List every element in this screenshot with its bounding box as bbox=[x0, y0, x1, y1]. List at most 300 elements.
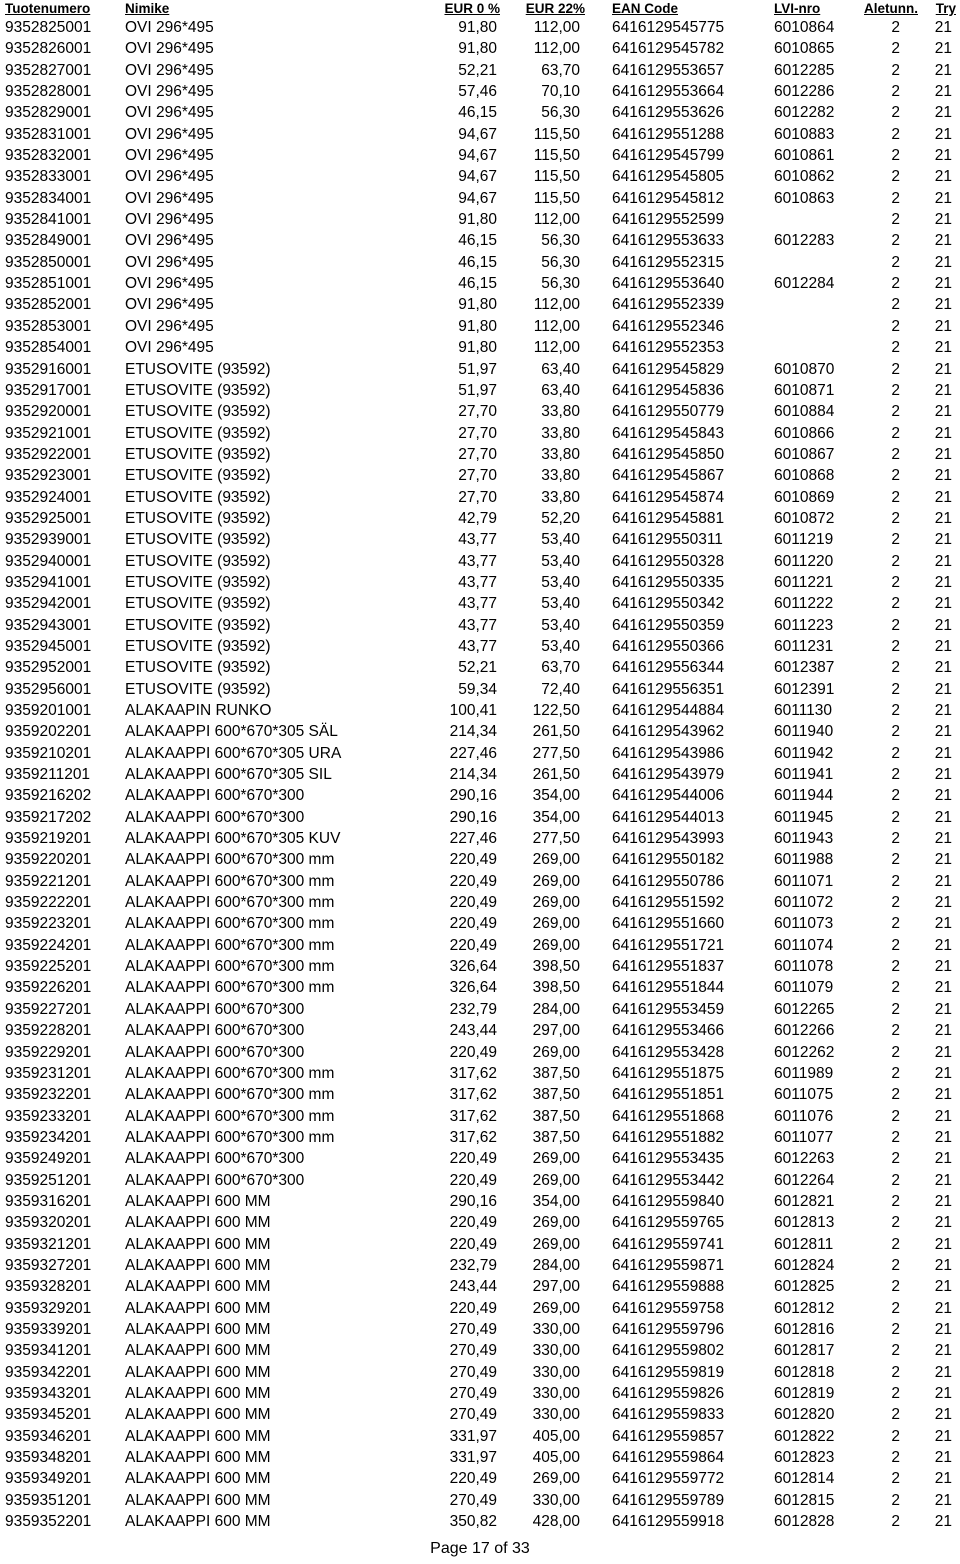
table-row bbox=[0, 529, 960, 550]
cell-eur-22: 122,50 bbox=[532, 702, 580, 719]
cell-nimike: ALAKAAPPI 600 MM bbox=[125, 1256, 271, 1274]
cell-eur-0: 94,67 bbox=[458, 147, 497, 165]
cell-aletunn: 2 bbox=[891, 1214, 900, 1232]
cell-tuotenumero: 9352831001 bbox=[5, 125, 92, 143]
cell-eur-0: 91,80 bbox=[458, 40, 497, 58]
cell-nimike: ETUSOVITE (93592) bbox=[125, 403, 271, 421]
table-row bbox=[0, 401, 960, 422]
cell-aletunn: 2 bbox=[891, 787, 900, 805]
cell-tuotenumero: 9359251201 bbox=[5, 1171, 92, 1189]
cell-eur-0: 214,34 bbox=[449, 766, 497, 784]
cell-eur-0: 317,62 bbox=[449, 1064, 497, 1082]
cell-nimike: ALAKAAPPI 600*670*300 mm bbox=[125, 936, 335, 954]
cell-tuotenumero: 9352939001 bbox=[5, 531, 92, 549]
cell-nimike: ALAKAAPPI 600 MM bbox=[125, 1491, 271, 1509]
cell-eur-22: 112,00 bbox=[533, 40, 580, 58]
cell-eur-0: 51,97 bbox=[458, 381, 497, 399]
cell-eur-22: 53,40 bbox=[541, 637, 580, 655]
cell-eur-0: 43,77 bbox=[458, 616, 497, 634]
cell-lvi-nro: 6012819 bbox=[774, 1385, 835, 1402]
cell-try: 21 bbox=[934, 1150, 952, 1168]
table-row bbox=[0, 1234, 960, 1255]
cell-eur-22: 63,40 bbox=[541, 360, 580, 378]
cell-try: 21 bbox=[934, 616, 952, 634]
cell-eur-0: 43,77 bbox=[458, 573, 497, 591]
cell-try: 21 bbox=[934, 104, 952, 122]
cell-ean-code: 6416129544006 bbox=[612, 787, 725, 805]
cell-lvi-nro: 6010868 bbox=[774, 467, 835, 485]
cell-lvi-nro: 6012811 bbox=[774, 1235, 834, 1253]
cell-try: 21 bbox=[934, 232, 952, 250]
cell-aletunn: 2 bbox=[891, 1000, 900, 1018]
cell-tuotenumero: 9352832001 bbox=[5, 147, 92, 165]
cell-aletunn: 2 bbox=[891, 488, 900, 506]
cell-lvi-nro: 6011231 bbox=[774, 637, 834, 655]
cell-eur-22: 387,50 bbox=[532, 1064, 580, 1082]
cell-ean-code: 6416129550335 bbox=[612, 573, 725, 591]
cell-eur-0: 232,79 bbox=[449, 1000, 497, 1018]
cell-eur-22: 428,00 bbox=[532, 1513, 580, 1531]
cell-nimike: OVI 296*495 bbox=[125, 339, 214, 357]
cell-tuotenumero: 9359224201 bbox=[5, 936, 92, 954]
cell-try: 21 bbox=[934, 1449, 952, 1467]
cell-try: 21 bbox=[934, 958, 952, 976]
cell-nimike: OVI 296*495 bbox=[125, 211, 214, 229]
cell-eur-22: 269,00 bbox=[532, 936, 580, 954]
cell-eur-22: 398,50 bbox=[532, 958, 580, 976]
cell-try: 21 bbox=[934, 915, 952, 933]
header-eur-22: EUR 22% bbox=[525, 1, 585, 16]
cell-aletunn: 2 bbox=[891, 637, 900, 655]
cell-eur-0: 214,34 bbox=[449, 723, 497, 741]
cell-try: 21 bbox=[934, 872, 952, 890]
cell-aletunn: 2 bbox=[891, 1385, 900, 1402]
cell-tuotenumero: 9359345201 bbox=[5, 1406, 92, 1424]
cell-nimike: ETUSOVITE (93592) bbox=[125, 680, 271, 698]
cell-eur-0: 326,64 bbox=[449, 958, 497, 976]
cell-nimike: ALAKAAPPI 600*670*300 bbox=[125, 1150, 305, 1168]
cell-ean-code: 6416129551288 bbox=[612, 125, 725, 143]
cell-nimike: ALAKAAPPI 600 MM bbox=[125, 1235, 271, 1253]
cell-aletunn: 2 bbox=[891, 1406, 900, 1424]
cell-tuotenumero: 9352825001 bbox=[5, 19, 92, 36]
cell-nimike: ETUSOVITE (93592) bbox=[125, 573, 271, 591]
cell-tuotenumero: 9359210201 bbox=[5, 744, 92, 762]
cell-eur-22: 115,50 bbox=[533, 125, 580, 143]
table-row bbox=[0, 593, 960, 614]
cell-eur-0: 331,97 bbox=[449, 1427, 497, 1445]
cell-tuotenumero: 9359232201 bbox=[5, 1086, 92, 1104]
cell-ean-code: 6416129545836 bbox=[612, 381, 725, 399]
cell-eur-22: 405,00 bbox=[532, 1449, 580, 1467]
cell-try: 21 bbox=[934, 275, 952, 293]
table-row bbox=[0, 1298, 960, 1319]
table-row bbox=[0, 572, 960, 593]
cell-aletunn: 2 bbox=[891, 168, 900, 186]
cell-ean-code: 6416129553428 bbox=[612, 1043, 725, 1061]
cell-aletunn: 2 bbox=[891, 958, 900, 976]
table-row bbox=[0, 679, 960, 700]
cell-lvi-nro: 6011073 bbox=[774, 915, 834, 933]
cell-try: 21 bbox=[934, 808, 952, 826]
cell-eur-0: 317,62 bbox=[449, 1086, 497, 1104]
table-row bbox=[0, 1191, 960, 1212]
cell-eur-22: 56,30 bbox=[541, 104, 580, 122]
cell-eur-22: 330,00 bbox=[532, 1491, 580, 1509]
table-row bbox=[0, 551, 960, 572]
cell-eur-22: 330,00 bbox=[532, 1406, 580, 1424]
cell-tuotenumero: 9359352201 bbox=[5, 1513, 92, 1531]
cell-try: 21 bbox=[934, 61, 952, 79]
cell-lvi-nro: 6012266 bbox=[774, 1022, 835, 1040]
cell-eur-22: 387,50 bbox=[532, 1128, 580, 1146]
cell-tuotenumero: 9359234201 bbox=[5, 1128, 92, 1146]
cell-tuotenumero: 9352849001 bbox=[5, 232, 92, 250]
table-row bbox=[0, 1490, 960, 1511]
cell-aletunn: 2 bbox=[891, 894, 900, 912]
table-row bbox=[0, 871, 960, 892]
cell-tuotenumero: 9359343201 bbox=[5, 1385, 92, 1402]
cell-nimike: OVI 296*495 bbox=[125, 104, 214, 122]
cell-tuotenumero: 9352828001 bbox=[5, 83, 92, 101]
cell-ean-code: 6416129559833 bbox=[612, 1406, 725, 1424]
cell-lvi-nro: 6011077 bbox=[774, 1128, 834, 1146]
cell-tuotenumero: 9352834001 bbox=[5, 189, 92, 207]
cell-nimike: ALAKAAPPI 600*670*300 bbox=[125, 808, 305, 826]
cell-tuotenumero: 9352945001 bbox=[5, 637, 92, 655]
table-row bbox=[0, 1340, 960, 1361]
cell-ean-code: 6416129545812 bbox=[612, 189, 725, 207]
cell-aletunn: 2 bbox=[891, 936, 900, 954]
cell-eur-22: 330,00 bbox=[532, 1320, 580, 1338]
cell-aletunn: 2 bbox=[891, 296, 900, 314]
cell-lvi-nro: 6012263 bbox=[774, 1150, 835, 1168]
cell-eur-0: 42,79 bbox=[458, 509, 497, 527]
cell-eur-22: 53,40 bbox=[541, 616, 580, 634]
cell-ean-code: 6416129559918 bbox=[612, 1513, 725, 1531]
cell-tuotenumero: 9359231201 bbox=[5, 1064, 92, 1082]
cell-eur-0: 232,79 bbox=[449, 1256, 497, 1274]
cell-tuotenumero: 9359211201 bbox=[5, 766, 91, 784]
cell-ean-code: 6416129552346 bbox=[612, 317, 725, 335]
cell-lvi-nro: 6011075 bbox=[774, 1086, 834, 1104]
cell-nimike: ETUSOVITE (93592) bbox=[125, 488, 271, 506]
cell-tuotenumero: 9359233201 bbox=[5, 1107, 92, 1125]
cell-ean-code: 6416129551721 bbox=[612, 936, 725, 954]
cell-tuotenumero: 9359216202 bbox=[5, 787, 92, 805]
cell-ean-code: 6416129544884 bbox=[612, 702, 725, 719]
cell-tuotenumero: 9359226201 bbox=[5, 979, 92, 997]
cell-tuotenumero: 9359348201 bbox=[5, 1449, 92, 1467]
cell-lvi-nro: 6011220 bbox=[774, 552, 834, 570]
cell-ean-code: 6416129545843 bbox=[612, 424, 725, 442]
cell-lvi-nro: 6010865 bbox=[774, 40, 835, 58]
table-row bbox=[0, 743, 960, 764]
cell-aletunn: 2 bbox=[891, 125, 900, 143]
cell-eur-22: 72,40 bbox=[541, 680, 580, 698]
cell-ean-code: 6416129553466 bbox=[612, 1022, 725, 1040]
cell-lvi-nro: 6011221 bbox=[774, 573, 834, 591]
header-eur-0: EUR 0 % bbox=[444, 1, 500, 16]
cell-eur-22: 330,00 bbox=[532, 1363, 580, 1381]
cell-try: 21 bbox=[934, 851, 952, 869]
cell-lvi-nro: 6012284 bbox=[774, 275, 835, 293]
cell-ean-code: 6416129559826 bbox=[612, 1385, 725, 1402]
cell-ean-code: 6416129559758 bbox=[612, 1299, 725, 1317]
cell-ean-code: 6416129551837 bbox=[612, 958, 725, 976]
table-row bbox=[0, 956, 960, 977]
header-nimike: Nimike bbox=[125, 1, 170, 16]
cell-ean-code: 6416129553626 bbox=[612, 104, 725, 122]
cell-try: 21 bbox=[934, 467, 952, 485]
cell-aletunn: 2 bbox=[891, 445, 900, 463]
cell-aletunn: 2 bbox=[891, 872, 900, 890]
cell-aletunn: 2 bbox=[891, 424, 900, 442]
table-row bbox=[0, 1106, 960, 1127]
cell-aletunn: 2 bbox=[891, 702, 900, 719]
cell-nimike: OVI 296*495 bbox=[125, 232, 214, 250]
cell-try: 21 bbox=[934, 424, 952, 442]
cell-ean-code: 6416129559741 bbox=[612, 1235, 725, 1253]
cell-tuotenumero: 9359222201 bbox=[5, 894, 92, 912]
table-row bbox=[0, 316, 960, 337]
cell-lvi-nro: 6010867 bbox=[774, 445, 835, 463]
cell-eur-22: 53,40 bbox=[541, 595, 580, 613]
cell-nimike: ALAKAAPPI 600*670*300 mm bbox=[125, 1128, 335, 1146]
cell-eur-22: 269,00 bbox=[532, 1214, 580, 1232]
cell-aletunn: 2 bbox=[891, 830, 900, 848]
cell-nimike: ETUSOVITE (93592) bbox=[125, 595, 271, 613]
cell-eur-0: 270,49 bbox=[449, 1363, 497, 1381]
cell-ean-code: 6416129553442 bbox=[612, 1171, 725, 1189]
cell-eur-0: 91,80 bbox=[458, 317, 497, 335]
table-row bbox=[0, 1127, 960, 1148]
table-row bbox=[0, 124, 960, 145]
cell-try: 21 bbox=[934, 1192, 952, 1210]
cell-try: 21 bbox=[934, 637, 952, 655]
cell-eur-0: 43,77 bbox=[458, 595, 497, 613]
table-row bbox=[0, 209, 960, 230]
cell-eur-22: 63,70 bbox=[541, 659, 580, 677]
cell-eur-0: 94,67 bbox=[458, 168, 497, 186]
cell-lvi-nro: 6012812 bbox=[774, 1299, 835, 1317]
table-row bbox=[0, 60, 960, 81]
cell-try: 21 bbox=[934, 573, 952, 591]
cell-try: 21 bbox=[934, 830, 952, 848]
cell-nimike: ALAKAAPPI 600*670*305 URA bbox=[125, 744, 342, 762]
cell-lvi-nro: 6012286 bbox=[774, 83, 835, 101]
cell-try: 21 bbox=[934, 40, 952, 58]
cell-aletunn: 2 bbox=[891, 1470, 900, 1488]
cell-try: 21 bbox=[934, 19, 952, 36]
cell-try: 21 bbox=[934, 787, 952, 805]
cell-aletunn: 2 bbox=[891, 1363, 900, 1381]
table-row bbox=[0, 465, 960, 486]
table-row bbox=[0, 1148, 960, 1169]
cell-lvi-nro: 6011219 bbox=[774, 531, 834, 549]
table-row bbox=[0, 849, 960, 870]
cell-tuotenumero: 9359321201 bbox=[5, 1235, 92, 1253]
cell-nimike: OVI 296*495 bbox=[125, 253, 214, 271]
cell-try: 21 bbox=[934, 1171, 952, 1189]
cell-eur-22: 269,00 bbox=[532, 1235, 580, 1253]
cell-eur-22: 112,00 bbox=[533, 296, 580, 314]
cell-eur-22: 115,50 bbox=[533, 147, 580, 165]
cell-lvi-nro: 6012285 bbox=[774, 61, 835, 79]
cell-aletunn: 2 bbox=[891, 1513, 900, 1531]
cell-nimike: ETUSOVITE (93592) bbox=[125, 552, 271, 570]
table-row bbox=[0, 102, 960, 123]
table-row bbox=[0, 785, 960, 806]
cell-aletunn: 2 bbox=[891, 104, 900, 122]
cell-lvi-nro: 6011944 bbox=[774, 787, 834, 805]
cell-aletunn: 2 bbox=[891, 1278, 900, 1296]
cell-eur-22: 269,00 bbox=[532, 1470, 580, 1488]
cell-eur-22: 277,50 bbox=[532, 744, 580, 762]
cell-eur-0: 220,49 bbox=[449, 1150, 497, 1168]
cell-aletunn: 2 bbox=[891, 40, 900, 58]
cell-try: 21 bbox=[934, 445, 952, 463]
cell-aletunn: 2 bbox=[891, 61, 900, 79]
cell-nimike: OVI 296*495 bbox=[125, 147, 214, 165]
cell-ean-code: 6416129559864 bbox=[612, 1449, 725, 1467]
table-row bbox=[0, 487, 960, 508]
cell-tuotenumero: 9359228201 bbox=[5, 1022, 92, 1040]
cell-tuotenumero: 9359342201 bbox=[5, 1363, 92, 1381]
cell-lvi-nro: 6012824 bbox=[774, 1256, 835, 1274]
cell-lvi-nro: 6012387 bbox=[774, 659, 835, 677]
cell-lvi-nro: 6012815 bbox=[774, 1491, 835, 1509]
cell-ean-code: 6416129545874 bbox=[612, 488, 725, 506]
cell-ean-code: 6416129551882 bbox=[612, 1128, 725, 1146]
cell-try: 21 bbox=[934, 1128, 952, 1146]
cell-ean-code: 6416129559765 bbox=[612, 1214, 725, 1232]
cell-eur-0: 27,70 bbox=[458, 467, 497, 485]
cell-lvi-nro: 6010863 bbox=[774, 189, 835, 207]
cell-tuotenumero: 9352921001 bbox=[5, 424, 92, 442]
cell-aletunn: 2 bbox=[891, 1491, 900, 1509]
cell-lvi-nro: 6012821 bbox=[774, 1192, 835, 1210]
cell-eur-0: 227,46 bbox=[449, 830, 497, 848]
cell-ean-code: 6416129545867 bbox=[612, 467, 725, 485]
cell-eur-0: 220,49 bbox=[449, 1214, 497, 1232]
cell-tuotenumero: 9352924001 bbox=[5, 488, 92, 506]
cell-try: 21 bbox=[934, 1342, 952, 1360]
cell-aletunn: 2 bbox=[891, 1256, 900, 1274]
cell-tuotenumero: 9352956001 bbox=[5, 680, 92, 698]
cell-nimike: ALAKAAPPI 600 MM bbox=[125, 1385, 271, 1402]
cell-eur-22: 52,20 bbox=[541, 509, 580, 527]
cell-eur-22: 63,40 bbox=[541, 381, 580, 399]
cell-nimike: ALAKAAPPI 600 MM bbox=[125, 1278, 271, 1296]
cell-eur-22: 269,00 bbox=[532, 1150, 580, 1168]
cell-eur-0: 94,67 bbox=[458, 125, 497, 143]
cell-lvi-nro: 6011078 bbox=[774, 958, 834, 976]
cell-eur-0: 220,49 bbox=[449, 851, 497, 869]
cell-aletunn: 2 bbox=[891, 339, 900, 357]
cell-eur-0: 220,49 bbox=[449, 936, 497, 954]
cell-ean-code: 6416129550359 bbox=[612, 616, 725, 634]
cell-eur-22: 297,00 bbox=[532, 1278, 580, 1296]
cell-eur-22: 297,00 bbox=[532, 1022, 580, 1040]
table-row bbox=[0, 1426, 960, 1447]
cell-aletunn: 2 bbox=[891, 1192, 900, 1210]
cell-ean-code: 6416129551660 bbox=[612, 915, 725, 933]
cell-try: 21 bbox=[934, 1320, 952, 1338]
cell-nimike: ALAKAAPIN RUNKO bbox=[125, 702, 272, 719]
cell-aletunn: 2 bbox=[891, 1150, 900, 1168]
cell-nimike: ALAKAAPPI 600 MM bbox=[125, 1342, 271, 1360]
cell-eur-22: 112,00 bbox=[533, 317, 580, 335]
cell-lvi-nro: 6012264 bbox=[774, 1171, 835, 1189]
cell-nimike: ALAKAAPPI 600 MM bbox=[125, 1320, 271, 1338]
cell-tuotenumero: 9352952001 bbox=[5, 659, 92, 677]
cell-eur-0: 27,70 bbox=[458, 488, 497, 506]
cell-eur-0: 46,15 bbox=[458, 232, 497, 250]
cell-eur-22: 53,40 bbox=[541, 573, 580, 591]
table-row bbox=[0, 913, 960, 934]
cell-tuotenumero: 9359316201 bbox=[5, 1192, 92, 1210]
cell-lvi-nro: 6011079 bbox=[774, 979, 834, 997]
cell-eur-22: 56,30 bbox=[541, 253, 580, 271]
cell-nimike: ETUSOVITE (93592) bbox=[125, 360, 271, 378]
cell-eur-22: 70,10 bbox=[541, 83, 580, 101]
cell-ean-code: 6416129545829 bbox=[612, 360, 725, 378]
cell-aletunn: 2 bbox=[891, 659, 900, 677]
cell-try: 21 bbox=[934, 1299, 952, 1317]
cell-ean-code: 6416129550311 bbox=[612, 531, 723, 549]
cell-tuotenumero: 9352841001 bbox=[5, 211, 92, 229]
cell-tuotenumero: 9359229201 bbox=[5, 1043, 92, 1061]
cell-eur-0: 46,15 bbox=[458, 104, 497, 122]
cell-tuotenumero: 9352917001 bbox=[5, 381, 92, 399]
cell-try: 21 bbox=[934, 936, 952, 954]
cell-nimike: ALAKAAPPI 600*670*300 bbox=[125, 787, 305, 805]
cell-lvi-nro: 6012265 bbox=[774, 1000, 835, 1018]
cell-tuotenumero: 9352852001 bbox=[5, 296, 92, 314]
cell-lvi-nro: 6012262 bbox=[774, 1043, 835, 1061]
table-row bbox=[0, 145, 960, 166]
cell-nimike: ALAKAAPPI 600*670*300 bbox=[125, 1171, 305, 1189]
cell-ean-code: 6416129544013 bbox=[612, 808, 725, 826]
cell-nimike: OVI 296*495 bbox=[125, 40, 214, 58]
cell-eur-0: 91,80 bbox=[458, 339, 497, 357]
cell-lvi-nro: 6012391 bbox=[774, 680, 835, 698]
cell-ean-code: 6416129556351 bbox=[612, 680, 725, 698]
cell-aletunn: 2 bbox=[891, 851, 900, 869]
cell-eur-22: 33,80 bbox=[541, 403, 580, 421]
cell-nimike: ETUSOVITE (93592) bbox=[125, 637, 271, 655]
cell-eur-22: 33,80 bbox=[541, 445, 580, 463]
cell-try: 21 bbox=[934, 659, 952, 677]
cell-ean-code: 6416129550342 bbox=[612, 595, 725, 613]
cell-nimike: OVI 296*495 bbox=[125, 189, 214, 207]
cell-nimike: ETUSOVITE (93592) bbox=[125, 424, 271, 442]
cell-ean-code: 6416129553657 bbox=[612, 61, 725, 79]
cell-try: 21 bbox=[934, 766, 952, 784]
cell-aletunn: 2 bbox=[891, 531, 900, 549]
table-row bbox=[0, 1170, 960, 1191]
cell-nimike: OVI 296*495 bbox=[125, 275, 214, 293]
cell-nimike: ALAKAAPPI 600*670*305 KUV bbox=[125, 830, 341, 848]
cell-eur-22: 387,50 bbox=[532, 1107, 580, 1125]
cell-lvi-nro: 6012818 bbox=[774, 1363, 835, 1381]
cell-tuotenumero: 9352942001 bbox=[5, 595, 92, 613]
cell-tuotenumero: 9359227201 bbox=[5, 1000, 92, 1018]
cell-try: 21 bbox=[934, 894, 952, 912]
cell-tuotenumero: 9359329201 bbox=[5, 1299, 92, 1317]
cell-lvi-nro: 6011074 bbox=[774, 936, 834, 954]
